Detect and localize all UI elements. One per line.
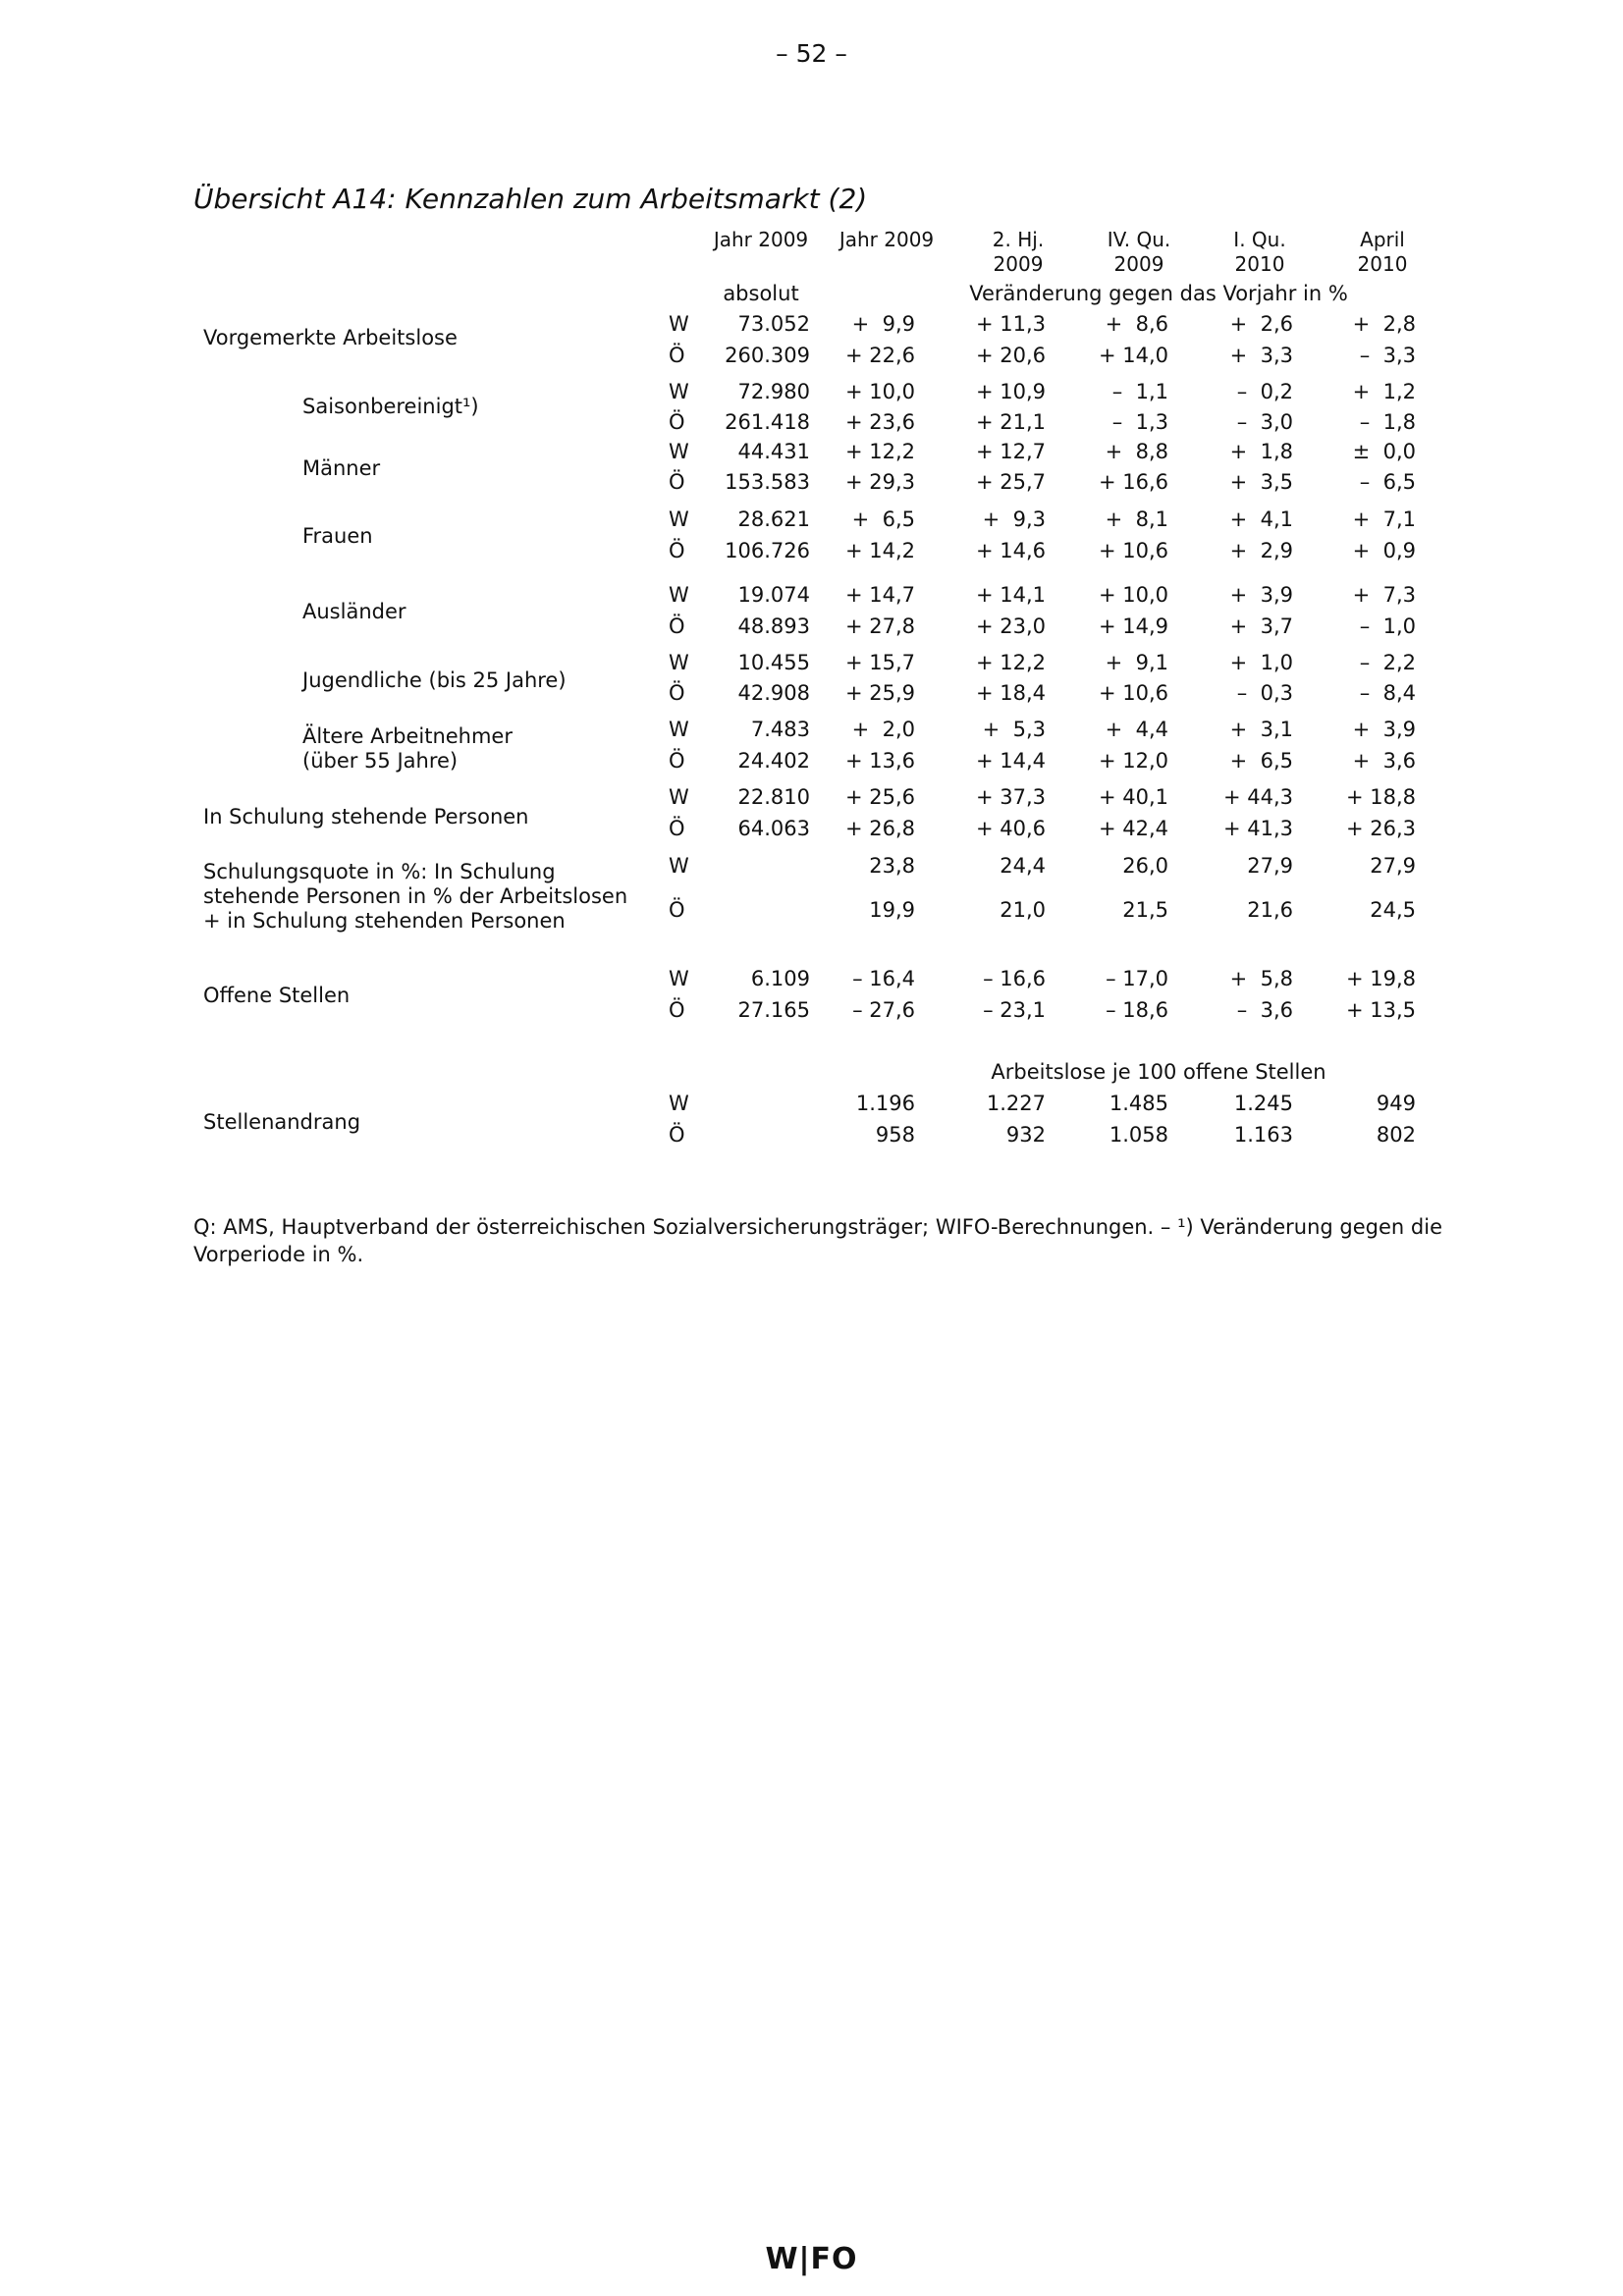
row-label: Männer (302, 456, 381, 480)
region-label: W (669, 380, 689, 403)
table-cell: + 40,6 (975, 817, 1046, 840)
table-cell: 1.196 (855, 1092, 915, 1115)
table-cell: + 25,6 (844, 785, 915, 809)
column-header (833, 228, 941, 252)
table-cell: 260.309 (725, 344, 810, 367)
row-label: Vorgemerkte Arbeitslose (203, 326, 458, 349)
table-cell: + 6,5 (851, 507, 915, 531)
row-label: Stellenandrang (203, 1110, 361, 1134)
region-label: W (669, 440, 689, 463)
table-cell: + 7,3 (1352, 583, 1416, 607)
region-label: W (669, 651, 689, 674)
table-cell: + 11,3 (975, 312, 1046, 336)
table-cell: + 18,4 (975, 681, 1046, 705)
table-cell: 44.431 (737, 440, 810, 463)
table-cell: 72.980 (737, 380, 810, 403)
table-cell: + 5,8 (1229, 967, 1293, 990)
table-cell: + 14,6 (975, 539, 1046, 562)
table-cell: 949 (1376, 1092, 1416, 1115)
table-cell: 1.245 (1233, 1092, 1293, 1115)
region-label: Ö (669, 898, 685, 922)
table-cell: 802 (1376, 1123, 1416, 1147)
table-cell: + 4,4 (1105, 718, 1168, 741)
row-label: Offene Stellen (203, 984, 351, 1007)
row-label: In Schulung stehende Personen (203, 805, 529, 828)
table-cell: 1.163 (1233, 1123, 1293, 1147)
table-cell: 6.109 (750, 967, 810, 990)
table-cell: 24.402 (737, 749, 810, 773)
table-cell: + 41,3 (1222, 817, 1293, 840)
table-cell: 958 (875, 1123, 915, 1147)
table-cell: + 1,0 (1229, 651, 1293, 674)
column-header-line2: 2010 (1357, 252, 1408, 276)
region-label: Ö (669, 614, 685, 638)
row-label-line: stehende Personen in % der Arbeitslosen (203, 884, 628, 908)
region-label: Ö (669, 470, 685, 494)
column-header-line1: Jahr 2009 (839, 228, 935, 251)
table-cell: + 21,1 (975, 410, 1046, 434)
table-cell: – 1,8 (1359, 410, 1416, 434)
table-cell: 23,8 (869, 854, 915, 878)
column-header-line1: 2. Hj. (992, 228, 1045, 251)
column-header-line1: I. Qu. (1233, 228, 1286, 251)
table-cell: + 25,7 (975, 470, 1046, 494)
row-label-line: Schulungsquote in %: In Schulung (203, 860, 556, 883)
table-cell: – 18,6 (1106, 998, 1168, 1022)
table-cell: + 14,2 (844, 539, 915, 562)
table-cell: – 6,5 (1359, 470, 1416, 494)
region-label: W (669, 312, 689, 336)
table-cell: 21,0 (1000, 898, 1046, 922)
table-cell: 27,9 (1370, 854, 1416, 878)
table-cell: 48.893 (737, 614, 810, 638)
table-cell: + 23,6 (844, 410, 915, 434)
region-label: Ö (669, 817, 685, 840)
table-cell: + 8,1 (1105, 507, 1168, 531)
table-cell: + 3,5 (1229, 470, 1293, 494)
table-cell: 27.165 (737, 998, 810, 1022)
table-cell: + 14,9 (1098, 614, 1168, 638)
table-cell: + 10,9 (975, 380, 1046, 403)
table-cell: + 1,8 (1229, 440, 1293, 463)
table-cell: + 2,8 (1352, 312, 1416, 336)
row-label-line: Ältere Arbeitnehmer (302, 724, 513, 748)
table-cell: – 23,1 (983, 998, 1046, 1022)
row-label-line: + in Schulung stehenden Personen (203, 909, 566, 933)
column-header (1328, 228, 1436, 277)
table-cell: + 8,6 (1105, 312, 1168, 336)
column-header (1085, 228, 1193, 277)
table-cell: 22.810 (737, 785, 810, 809)
table-cell: + 9,3 (982, 507, 1046, 531)
table-cell: + 12,2 (844, 440, 915, 463)
table-cell: + 16,6 (1098, 470, 1168, 494)
table-cell: + 40,1 (1098, 785, 1168, 809)
table-cell: – 1,0 (1359, 614, 1416, 638)
table-cell: 24,5 (1370, 898, 1416, 922)
table-cell: + 0,9 (1352, 539, 1416, 562)
table-cell: + 6,5 (1229, 749, 1293, 773)
table-cell: 106.726 (725, 539, 810, 562)
table-cell: 21,5 (1122, 898, 1168, 922)
table-cell: – 16,4 (852, 967, 915, 990)
table-cell: + 10,0 (1098, 583, 1168, 607)
subheader-change: Veränderung gegen das Vorjahr in % (969, 282, 1348, 305)
table-cell: 26,0 (1122, 854, 1168, 878)
row-label (302, 724, 513, 774)
table-cell: + 10,6 (1098, 681, 1168, 705)
wifo-logo: W|FO (765, 2242, 858, 2276)
row-label: Ausländer (302, 600, 406, 623)
table-cell: + 42,4 (1098, 817, 1168, 840)
row-label-line: (über 55 Jahre) (302, 749, 459, 773)
table-cell: + 2,9 (1229, 539, 1293, 562)
table-cell: 10.455 (737, 651, 810, 674)
table-cell: + 26,8 (844, 817, 915, 840)
table-cell: – 27,6 (852, 998, 915, 1022)
table-cell: + 3,7 (1229, 614, 1293, 638)
table-cell: + 44,3 (1222, 785, 1293, 809)
table-cell: + 27,8 (844, 614, 915, 638)
table-cell: 28.621 (737, 507, 810, 531)
table-cell: + 15,7 (844, 651, 915, 674)
region-label: W (669, 718, 689, 741)
table-cell: 261.418 (725, 410, 810, 434)
table-cell: + 23,0 (975, 614, 1046, 638)
row-label: Jugendliche (bis 25 Jahre) (302, 668, 567, 692)
table-cell: + 13,6 (844, 749, 915, 773)
source-note: Q: AMS, Hauptverband der österreichischen Sozialversicherungsträger; WIFO-Berechnungen. – ¹) Veränderung gegen die Vorperiode in %. (193, 1215, 1442, 1266)
table-cell: – 3,3 (1359, 344, 1416, 367)
table-cell: + 14,7 (844, 583, 915, 607)
table-cell: 19.074 (737, 583, 810, 607)
table-cell: + 12,7 (975, 440, 1046, 463)
table-cell: 153.583 (725, 470, 810, 494)
table-cell: 1.058 (1109, 1123, 1168, 1147)
table-cell: + 3,6 (1352, 749, 1416, 773)
table-cell: 1.485 (1109, 1092, 1168, 1115)
region-label: Ö (669, 749, 685, 773)
column-header (964, 228, 1072, 277)
region-label: W (669, 507, 689, 531)
region-label: Ö (669, 410, 685, 434)
region-label: W (669, 967, 689, 990)
column-header (707, 228, 815, 252)
table-cell: – 17,0 (1106, 967, 1168, 990)
subheader-absolute: absolut (723, 282, 799, 305)
table-cell: + 2,0 (851, 718, 915, 741)
table-cell: + 9,1 (1105, 651, 1168, 674)
table-cell: + 20,6 (975, 344, 1046, 367)
table-cell: + 14,1 (975, 583, 1046, 607)
table-cell: + 4,1 (1229, 507, 1293, 531)
table-cell: + 12,0 (1098, 749, 1168, 773)
column-header-line2: 2009 (993, 252, 1044, 276)
column-header (1206, 228, 1314, 277)
table-cell: + 2,6 (1229, 312, 1293, 336)
table-cell: + 9,9 (851, 312, 915, 336)
table-cell: 21,6 (1247, 898, 1293, 922)
column-header-line2: 2009 (1113, 252, 1164, 276)
row-label: Saisonbereinigt¹) (302, 395, 479, 418)
column-header-line1: IV. Qu. (1107, 228, 1171, 251)
table-cell: + 18,8 (1345, 785, 1416, 809)
table-cell: + 22,6 (844, 344, 915, 367)
table-cell: + 14,4 (975, 749, 1046, 773)
table-cell: 42.908 (737, 681, 810, 705)
table-cell: + 29,3 (844, 470, 915, 494)
table-cell: + 5,3 (982, 718, 1046, 741)
table-cell: – 1,1 (1111, 380, 1168, 403)
table-cell: + 3,3 (1229, 344, 1293, 367)
table-cell: + 26,3 (1345, 817, 1416, 840)
column-header-line1: April (1360, 228, 1405, 251)
table-cell: 1.227 (986, 1092, 1046, 1115)
table-cell: + 19,8 (1345, 967, 1416, 990)
row-label (203, 860, 627, 934)
table-cell: – 8,4 (1359, 681, 1416, 705)
column-header-line2: 2010 (1234, 252, 1285, 276)
table-cell: – 0,3 (1236, 681, 1293, 705)
table-cell: + 3,1 (1229, 718, 1293, 741)
table-cell: + 10,6 (1098, 539, 1168, 562)
table-cell: + 10,0 (844, 380, 915, 403)
table-cell: – 16,6 (983, 967, 1046, 990)
region-label: W (669, 854, 689, 878)
table-cell: 932 (1005, 1123, 1046, 1147)
table-title: Übersicht A14: Kennzahlen zum Arbeitsmarkt (2) (193, 183, 868, 215)
table-cell: 19,9 (869, 898, 915, 922)
table-cell: + 14,0 (1098, 344, 1168, 367)
table-cell: + 8,8 (1105, 440, 1168, 463)
page-number: – 52 – (776, 39, 847, 68)
region-label: W (669, 785, 689, 809)
table-cell: + 37,3 (975, 785, 1046, 809)
table-cell: – 2,2 (1359, 651, 1416, 674)
region-label: Ö (669, 1123, 685, 1147)
table-cell: + 12,2 (975, 651, 1046, 674)
table-cell: + 7,1 (1352, 507, 1416, 531)
table-cell: + 13,5 (1345, 998, 1416, 1022)
table-cell: ± 0,0 (1352, 440, 1416, 463)
table-cell: + 3,9 (1352, 718, 1416, 741)
table-cell: 24,4 (1000, 854, 1046, 878)
region-label: Ö (669, 681, 685, 705)
table-cell: 73.052 (737, 312, 810, 336)
table-cell: – 3,6 (1236, 998, 1293, 1022)
region-label: W (669, 1092, 689, 1115)
table-cell: 64.063 (737, 817, 810, 840)
column-header-line1: Jahr 2009 (713, 228, 809, 251)
table-cell: + 1,2 (1352, 380, 1416, 403)
table-cell: – 1,3 (1111, 410, 1168, 434)
region-label: Ö (669, 539, 685, 562)
table-cell: – 0,2 (1236, 380, 1293, 403)
region-label: Ö (669, 344, 685, 367)
table-cell: – 3,0 (1236, 410, 1293, 434)
region-label: W (669, 583, 689, 607)
table-cell: + 25,9 (844, 681, 915, 705)
row-label: Frauen (302, 524, 373, 548)
table-cell: + 3,9 (1229, 583, 1293, 607)
subheader-per-vacancy: Arbeitslose je 100 offene Stellen (991, 1060, 1326, 1084)
table-cell: 27,9 (1247, 854, 1293, 878)
region-label: Ö (669, 998, 685, 1022)
table-cell: 7.483 (750, 718, 810, 741)
